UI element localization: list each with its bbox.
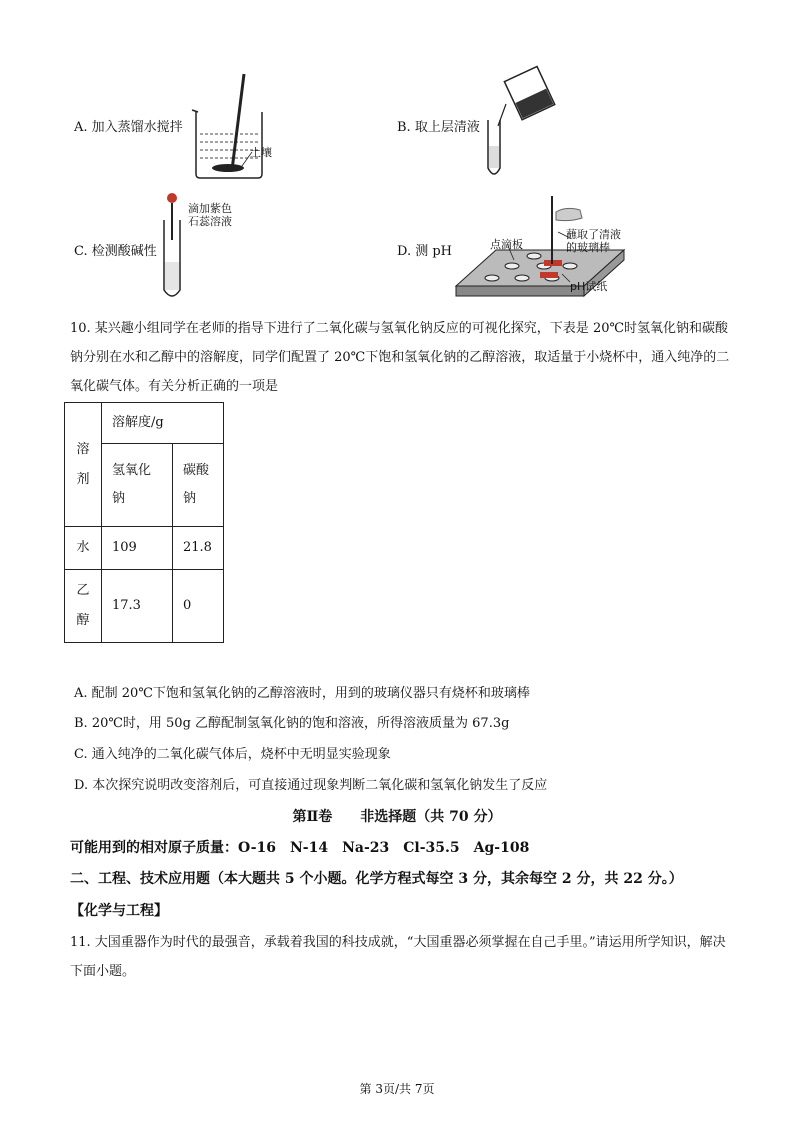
- solvent-header: 溶剂: [65, 403, 102, 527]
- q10-option-a: A. 配制 20℃下饱和氢氧化钠的乙醇溶液时，用到的玻璃仪器只有烧杯和玻璃棒: [74, 686, 530, 701]
- soil-label: 土壤: [250, 146, 272, 159]
- row-ethanol-naoh: 17.3: [102, 570, 173, 643]
- beaker-stirring-figure: [180, 72, 300, 182]
- q9-option-a: A. 加入蒸馏水搅拌: [74, 120, 183, 135]
- solubility-header: 溶解度/g: [102, 403, 224, 444]
- dropper-label-line-1: 滴加紫色: [188, 202, 232, 215]
- spot-plate-label: 点滴板: [490, 238, 523, 251]
- section-title: 第Ⅱ卷 非选择题（共 70 分）: [292, 809, 502, 825]
- q9-option-c: C. 检测酸碱性: [74, 244, 157, 259]
- subheading: 【化学与工程】: [70, 903, 168, 919]
- rod-label: [566, 228, 621, 254]
- page-footer: 第 3页/共 7页: [359, 1082, 435, 1096]
- dropper-label-line-2: 石蕊溶液: [188, 215, 232, 228]
- col-naoh-header: 氢氧化钠: [102, 444, 173, 527]
- q10-option-b: B. 20℃时，用 50g 乙醇配制氢氧化钠的饱和溶液，所得溶液质量为 67.3g: [74, 716, 510, 731]
- q9-option-b: B. 取上层清液: [397, 120, 480, 135]
- q10-option-d: D. 本次探究说明改变溶剂后，可直接通过现象判断二氧化碳和氢氧化钠发生了反应: [74, 778, 548, 793]
- dropper-tube-figure: [158, 192, 188, 304]
- row-water-na2co3: 21.8: [173, 527, 224, 570]
- rod-label-line-1: 蘸取了清液: [566, 228, 621, 241]
- q9-option-d: D. 测 pH: [397, 244, 453, 259]
- row-water-solvent: 水: [65, 527, 102, 570]
- q10-stem: 10. 某兴趣小组同学在老师的指导下进行了二氧化碳与氢氧化钠反应的可视化探究，下表是 20℃时氢氧化钠和碳酸钠分别在水和乙醇中的溶解度，同学们配置了 20℃下饱和氢氧化钠的乙醇溶液，取适量于小烧杯中，通入纯净的二氧化碳气体。有关分析正确的一项是: [70, 321, 730, 394]
- q10-option-c: C. 通入纯净的二氧化碳气体后，烧杯中无明显实验现象: [74, 747, 391, 762]
- atomic-masses: 可能用到的相对原子质量：O-16 N-14 Na-23 Cl-35.5 Ag-108: [70, 840, 530, 856]
- solubility-table: [64, 402, 224, 643]
- rod-label-line-2: 的玻璃棒: [566, 241, 610, 254]
- row-water-naoh: 109: [102, 527, 173, 570]
- dropper-label: [188, 202, 232, 228]
- col-na2co3-header: 碳酸钠: [173, 444, 224, 527]
- pouring-supernatant-figure: [480, 64, 560, 184]
- row-ethanol-solvent: 乙醇: [65, 570, 102, 643]
- part-heading: 二、工程、技术应用题（本大题共 5 个小题。化学方程式每空 3 分，其余每空 2 分，共 22 分。）: [70, 871, 683, 887]
- q11-stem: 11. 大国重器作为时代的最强音，承载着我国的科技成就，“大国重器必须掌握在自己手里。”请运用所学知识，解决下面小题。: [70, 935, 726, 979]
- ph-paper-label: pH试纸: [570, 280, 608, 293]
- row-ethanol-na2co3: 0: [173, 570, 224, 643]
